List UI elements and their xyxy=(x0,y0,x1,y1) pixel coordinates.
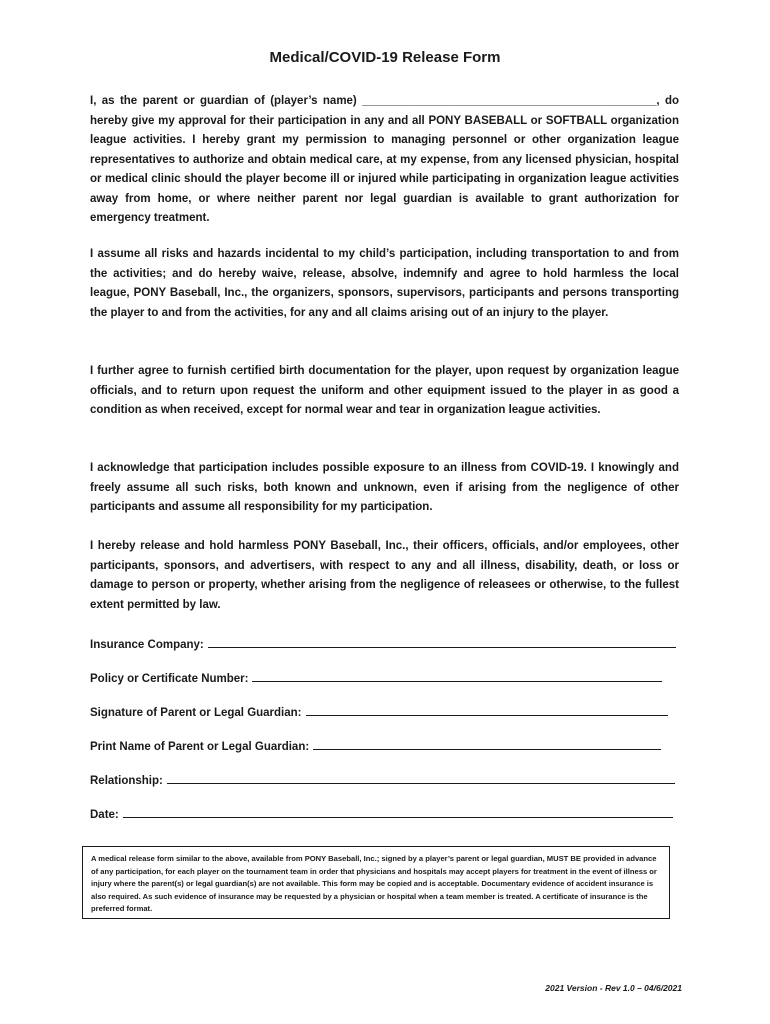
paragraph-risk: I assume all risks and hazards incidental to my child’s participation, including transportation to and from the activities; and do hereby waive, release, absolve, indemnify and agree to hold harmless the local league, PONY Baseball, Inc., the organizers, sponsors, supervisors, participants and persons transporting the player to and from the activities, for any and all claims arising out of an injury to the player. xyxy=(90,248,679,319)
paragraph-consent: I, as the parent or guardian of (player’s name) ______________________________________________, do hereby give my approval for their participation in any and all PONY BASEBALL or SOFTBALL organization league activities. I hereby grant my permission to managing personnel or other organization league representatives to authorize and obtain medical care, at my expense, from any licensed physician, hospital or medical clinic should the player become ill or injured while participating in organization league activities away from home, or where neither parent nor legal guardian is available to grant authorization for emergency treatment. xyxy=(90,95,679,224)
insurance-company-label: Insurance Company: xyxy=(90,639,204,651)
form-title: Medical/COVID-19 Release Form xyxy=(269,49,501,66)
version-footer: 2021 Version - Rev 1.0 – 04/6/2021 xyxy=(545,983,682,993)
policy-number-line[interactable] xyxy=(252,670,662,682)
relationship-line[interactable] xyxy=(167,772,675,784)
relationship-field[interactable] xyxy=(90,772,675,787)
print-name-label: Print Name of Parent or Legal Guardian: xyxy=(90,741,310,753)
date-field[interactable] xyxy=(90,806,673,821)
insurance-company-line[interactable] xyxy=(208,636,676,648)
paragraph-covid: I acknowledge that participation includes possible exposure to an illness from COVID-19. I knowingly and freely assume all such risks, both known and unknown, even if arising from the negligence of other participants and assume all responsibility for my participation. xyxy=(90,462,679,513)
print-name-line[interactable] xyxy=(313,738,661,750)
insurance-company-field[interactable] xyxy=(90,636,676,651)
date-label: Date: xyxy=(90,809,119,821)
print-name-field[interactable] xyxy=(90,738,661,753)
paragraph-documentation: I further agree to furnish certified birth documentation for the player, upon request by organization league officials, and to return upon request the uniform and other equipment issued to the player in as good a condition as when received, except for normal wear and tear in organization league activities. xyxy=(90,365,679,416)
relationship-label: Relationship: xyxy=(90,775,163,787)
date-line[interactable] xyxy=(123,806,673,818)
signature-field[interactable] xyxy=(90,704,668,719)
signature-line[interactable] xyxy=(306,704,668,716)
policy-number-field[interactable] xyxy=(90,670,662,685)
signature-label: Signature of Parent or Legal Guardian: xyxy=(90,707,302,719)
paragraph-release: I hereby release and hold harmless PONY Baseball, Inc., their officers, officials, and/or employees, other participants, sponsors, and advertisers, with respect to any and all illness, disability, death, or loss or damage to person or property, whether arising from the negligence of releasees or otherwise, to the fullest extent permitted by law. xyxy=(90,540,679,611)
policy-number-label: Policy or Certificate Number: xyxy=(90,673,249,685)
notice-box: A medical release form similar to the above, available from PONY Baseball, Inc.; signed by a player’s parent or legal guardian, MUST BE provided in advance of any participation, for each player on the tournament team in order that physicians and hospitals may accept players for treatment in the event of illness or injury where the parent(s) or legal guardian(s) are not available. This form may be copied and is acceptable. Documentary evidence of accident insurance is also required. As such evidence of insurance may be requested by a physician or hospital when a team member is treated. A certificate of insurance is the preferred format. xyxy=(82,846,670,919)
